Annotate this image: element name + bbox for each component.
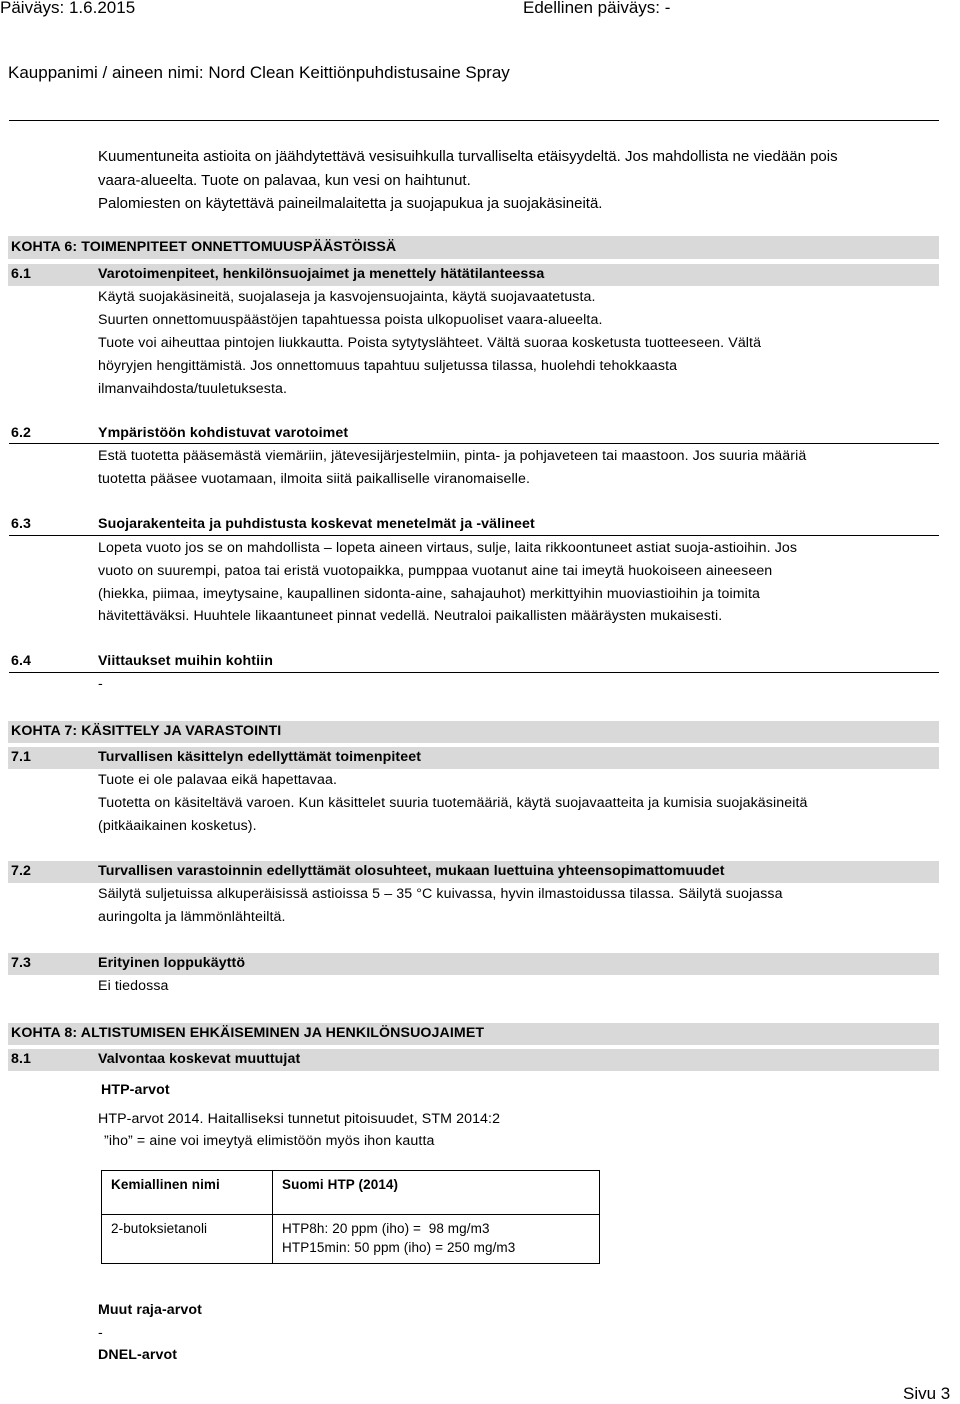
other-limits-value: - — [98, 1325, 103, 1341]
paragraph-line: Tuote voi aiheuttaa pintojen liukkautta. Poista sytytyslähteet. Vältä suoraa kosketusta tuotteeseen. Vältä — [98, 335, 762, 351]
paragraph-line: (pitkäaikainen kosketus). — [98, 818, 257, 834]
paragraph-line: höyryjen hengittämistä. Jos onnettomuus tapahtuu suljetussa tilassa, huolehdi tehokkaasta — [98, 358, 678, 374]
subsection-6-4-rule — [9, 672, 939, 673]
table-cell-chemical-name: 2-butoksietanoli — [111, 1221, 208, 1236]
paragraph-line: hävitettäväksi. Huuhtele likaantuneet pinnat vedellä. Neutraloi paikallisten määräysten mukaisesti. — [98, 608, 723, 624]
paragraph-line: Ei tiedossa — [98, 978, 169, 994]
trade-name: Kauppanimi / aineen nimi: Nord Clean Keittiönpuhdistusaine Spray — [8, 63, 510, 82]
paragraph-line: Palomiesten on käytettävä paineilmalaitetta ja suojapukua ja suojakäsineitä. — [98, 195, 603, 212]
paragraph-line: Kuumentuneita astioita on jäähdytettävä vesisuihkulla turvalliselta etäisyydeltä. Jos mahdollista ne viedään pois — [98, 148, 838, 165]
subsection-6-3-number: 6.3 — [11, 516, 32, 532]
subsection-6-2-number: 6.2 — [11, 425, 32, 441]
htp-heading: HTP-arvot — [101, 1082, 170, 1098]
paragraph-line: Lopeta vuoto jos se on mahdollista – lopeta aineen virtaus, sulje, laita rikkoontuneet astiat suoja-astioihin. Jos — [98, 540, 798, 556]
paragraph-line: ”iho” = aine voi imeytyä elimistöön myös ihon kautta — [104, 1133, 435, 1149]
paragraph-line: (hiekka, piimaa, imeytysaine, kaupallinen sidonta-aine, sahajauhot) merkittyihin muoviastioihin ja toimita — [98, 586, 760, 602]
table-header-cell: Kemiallinen nimi — [111, 1177, 220, 1192]
subsection-6-4-title: Viittaukset muihin kohtiin — [98, 653, 273, 669]
header-rule — [9, 120, 939, 121]
subsection-6-3-title: Suojarakenteita ja puhdistusta koskevat menetelmät ja -välineet — [98, 516, 535, 532]
subsection-6-1-number: 6.1 — [11, 266, 32, 282]
subsection-7-2-title: Turvallisen varastoinnin edellyttämät olosuhteet, mukaan luettuina yhteensopimattomuudet — [98, 863, 725, 879]
paragraph-line: Estä tuotetta pääsemästä viemäriin, jätevesijärjestelmiin, pinta- ja pohjaveteen tai maastoon. Jos suuria määriä — [98, 448, 807, 464]
table-column-divider — [272, 1170, 273, 1263]
dnel-heading: DNEL-arvot — [98, 1347, 178, 1363]
subsection-6-2-rule — [9, 443, 939, 444]
section8-title: KOHTA 8: ALTISTUMISEN EHKÄISEMINEN JA HENKILÖNSUOJAIMET — [11, 1025, 485, 1041]
paragraph-line: Käytä suojakäsineitä, suojalaseja ja kasvojensuojainta, käytä suojavaatetusta. — [98, 289, 596, 305]
section7-title: KOHTA 7: KÄSITTELY JA VARASTOINTI — [11, 723, 282, 739]
paragraph-line: tuotetta pääsee vuotamaan, ilmoita siitä paikalliselle viranomaiselle. — [98, 471, 531, 487]
paragraph-line: vuoto on suurempi, patoa tai eristä vuotopaikka, pumppaa vuotanut aine tai imeytä huokoiseen aineeseen — [98, 563, 773, 579]
paragraph-line: - — [98, 676, 103, 692]
paragraph-line: Säilytä suljetuissa alkuperäisissä astioissa 5 – 35 °C kuivassa, hyvin ilmastoidussa tilassa. Säilytä suojassa — [98, 886, 783, 902]
subsection-8-1-title: Valvontaa koskevat muuttujat — [98, 1051, 301, 1067]
page-number: Sivu 3 — [903, 1384, 951, 1403]
subsection-6-4-number: 6.4 — [11, 653, 32, 669]
subsection-6-3-rule — [9, 535, 939, 536]
subsection-7-1-number: 7.1 — [11, 749, 32, 765]
paragraph-line: auringolta ja lämmönlähteiltä. — [98, 909, 286, 925]
subsection-7-3-number: 7.3 — [11, 955, 32, 971]
subsection-7-2-number: 7.2 — [11, 863, 32, 879]
table-cell-value: HTP8h: 20 ppm (iho) = 98 mg/m3 — [282, 1221, 490, 1236]
document-date: Päiväys: 1.6.2015 — [0, 0, 136, 17]
subsection-7-3-title: Erityinen loppukäyttö — [98, 955, 246, 971]
subsection-8-1-number: 8.1 — [11, 1051, 32, 1067]
table-row-divider — [101, 1214, 599, 1215]
paragraph-line: HTP-arvot 2014. Haitalliseksi tunnetut pitoisuudet, STM 2014:2 — [98, 1111, 501, 1127]
paragraph-line: vaara-alueelta. Tuote on palavaa, kun vesi on haihtunut. — [98, 172, 471, 189]
table-cell-value: HTP15min: 50 ppm (iho) = 250 mg/m3 — [282, 1240, 516, 1255]
paragraph-line: Tuote ei ole palavaa eikä hapettavaa. — [98, 772, 338, 788]
section6-title: KOHTA 6: TOIMENPITEET ONNETTOMUUSPÄÄSTÖISSÄ — [11, 239, 397, 255]
subsection-7-1-title: Turvallisen käsittelyn edellyttämät toimenpiteet — [98, 749, 422, 765]
subsection-6-1-title: Varotoimenpiteet, henkilönsuojaimet ja menettely hätätilanteessa — [98, 266, 545, 282]
previous-date: Edellinen päiväys: - — [523, 0, 671, 17]
paragraph-line: ilmanvaihdosta/tuuletuksesta. — [98, 381, 288, 397]
other-limits-heading: Muut raja-arvot — [98, 1302, 202, 1318]
subsection-6-2-title: Ympäristöön kohdistuvat varotoimet — [98, 425, 349, 441]
paragraph-line: Suurten onnettomuuspäästöjen tapahtuessa poista ulkopuoliset vaara-alueelta. — [98, 312, 603, 328]
paragraph-line: Tuotetta on käsiteltävä varoen. Kun käsittelet suuria tuotemääriä, käytä suojavaatteita ja kumisia suojakäsineitä — [98, 795, 808, 811]
table-header-cell: Suomi HTP (2014) — [282, 1177, 399, 1192]
